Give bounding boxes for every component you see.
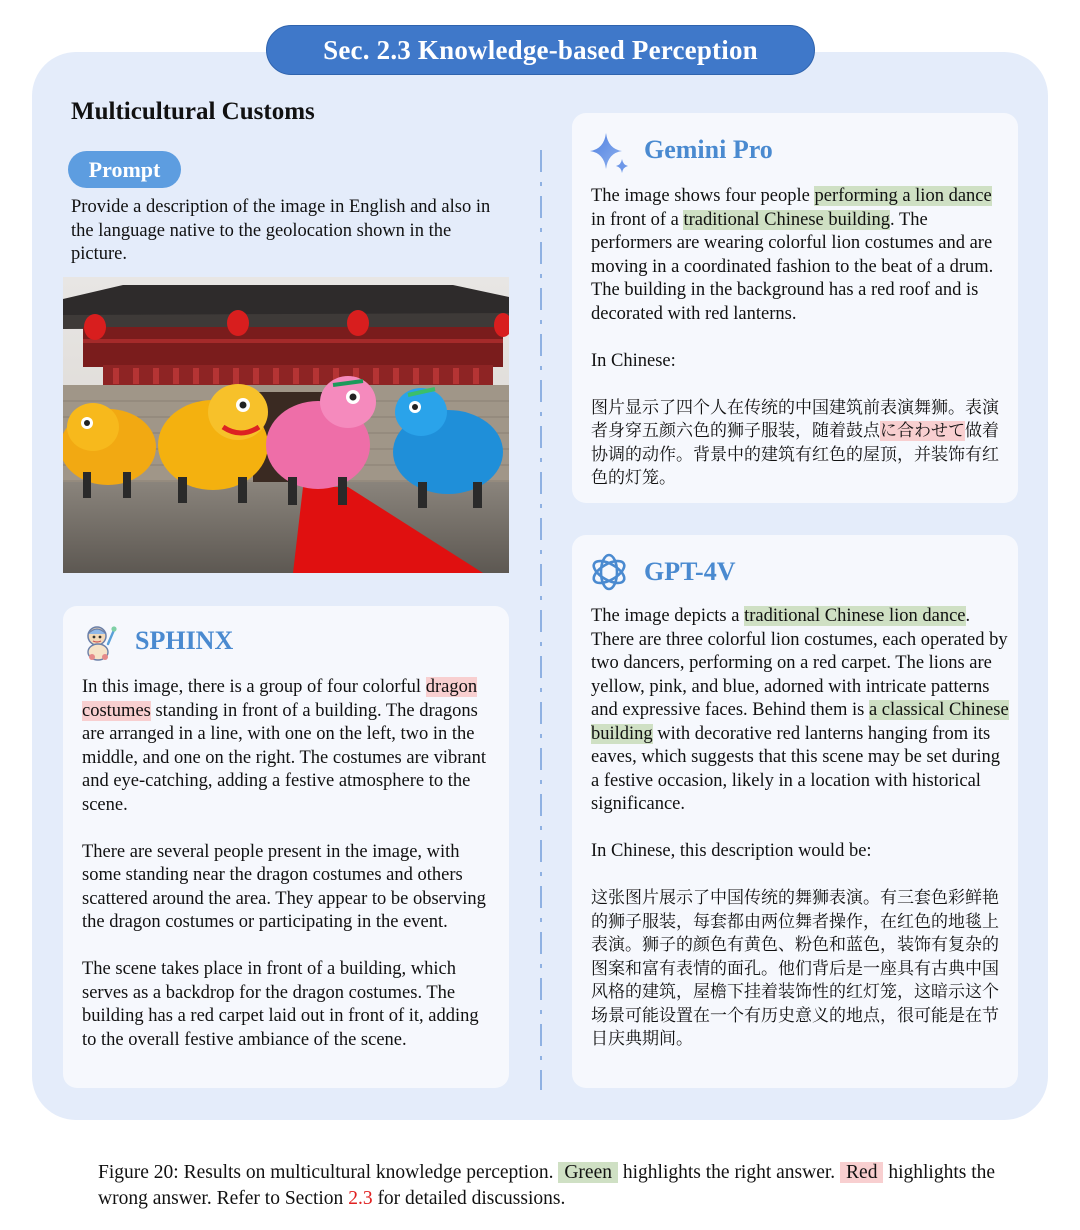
wrong-highlight: に合わせて	[880, 421, 965, 441]
openai-logo-icon	[589, 552, 629, 592]
text-span: . The performers are wearing colorful lion costumes and are moving in a coordinated fashion to the beat of a drum. The building in the background has a red roof and is decorated with red lanterns.	[591, 209, 994, 324]
prompt-badge	[68, 151, 181, 188]
text-span: with decorative red lanterns hanging from its eaves, which suggests that this scene may be set during a festive occasion, likely in a location with historical significance.	[591, 723, 1000, 814]
lion-dance-photo	[63, 277, 509, 573]
section-reference-link[interactable]: 2.3	[348, 1188, 373, 1209]
gpt4v-paragraph-1	[591, 605, 1011, 817]
text-span: 图片显示了四个人在传统的中国建筑前表演舞狮。表演者身穿五颜六色的狮子服装，随着鼓点	[591, 397, 999, 441]
text-span: The image depicts a	[591, 606, 745, 626]
text-span: In this image, there is a group of four colorful	[82, 677, 426, 697]
gpt4v-paragraph-3: 这张图片展示了中国传统的舞狮表演。有三套色彩鲜艳的狮子服装，每套都由两位舞者操作，在红色的地毯上表演。狮子的颜色有黄色、粉色和蓝色，装饰有复杂的图案和富有表情的面孔。他们背后是一座具有古典中国风格的建筑，屋檐下挂着装饰性的红灯笼，这暗示这个场景可能设置在一个有历史意义的地点，很可能是在节日庆典期间。	[591, 888, 999, 1049]
gemini-card	[572, 113, 1018, 503]
prompt-text: Provide a description of the image in English and also in the language native to the geolocation shown in the picture.	[71, 197, 491, 264]
gemini-paragraph-1	[591, 185, 1006, 326]
gemini-paragraph-3	[591, 397, 1006, 491]
right-highlight: performing a lion dance	[814, 186, 992, 206]
caption-text: highlights the right answer.	[617, 1162, 841, 1183]
gemini-response	[591, 185, 1006, 491]
caption-text: Figure 20: Results on multicultural knowledge perception.	[98, 1162, 559, 1183]
sphinx-paragraph-2: There are several people present in the image, with some standing near the dragon costumes and others scattered around the area. They appear to be observing the dragon costumes or participating in the event.	[82, 841, 486, 932]
column-divider	[539, 150, 543, 1090]
caption-red-label: Red	[840, 1162, 883, 1183]
prompt-label: Prompt	[88, 156, 161, 182]
wrong-highlight: dragon costumes	[82, 677, 478, 721]
figure-caption	[98, 1160, 998, 1212]
caption-text: for detailed discussions.	[372, 1188, 566, 1209]
gpt4v-paragraph-2: In Chinese, this description would be:	[591, 841, 872, 861]
section-title-badge	[266, 25, 815, 75]
sphinx-response	[82, 676, 487, 1052]
sphinx-mascot-icon	[81, 624, 119, 662]
right-highlight: traditional Chinese building	[683, 209, 891, 230]
right-highlight: traditional Chinese lion dance	[744, 606, 966, 626]
sphinx-card	[63, 606, 509, 1088]
text-span: in front of a	[591, 209, 684, 230]
sphinx-paragraph-1	[82, 676, 487, 817]
caption-text: highlights the wrong answer. Refer to Section	[98, 1162, 996, 1209]
gpt4v-title: GPT-4V	[644, 557, 736, 586]
right-highlight: a classical Chinese building	[591, 700, 1009, 744]
text-span: . There are three colorful lion costumes, each operated by two dancers, performing on a red carpet. The lions are yellow, pink, and blue, adorned with intricate patterns and expressive faces. Behind them is	[591, 606, 1008, 720]
section-title: Sec. 2.3 Knowledge-based Perception	[323, 34, 758, 65]
gpt4v-response	[591, 605, 1011, 1052]
gemini-paragraph-2: In Chinese:	[591, 350, 676, 371]
sphinx-paragraph-3: The scene takes place in front of a building, which serves as a backdrop for the dragon costumes. The building has a red carpet laid out in front of it, adding to the overall festive ambiance of the scene.	[82, 959, 479, 1050]
gemini-title: Gemini Pro	[644, 135, 773, 164]
sphinx-title: SPHINX	[135, 626, 234, 655]
gemini-sparkle-icon	[586, 129, 632, 175]
text-span: 做着协调的动作。背景中的建筑有红色的屋顶，并装饰有红色的灯笼。	[591, 421, 999, 488]
caption-green-label: Green	[558, 1162, 618, 1183]
subtitle: Multicultural Customs	[71, 98, 315, 125]
gpt4v-card	[572, 535, 1018, 1088]
text-span: The image shows four people	[591, 186, 815, 206]
text-span: standing in front of a building. The dragons are arranged in a line, with one on the left, two in the middle, and one on the right. The costumes are vibrant and eye-catching, adding a festive atmosphere to the scene.	[82, 700, 486, 815]
